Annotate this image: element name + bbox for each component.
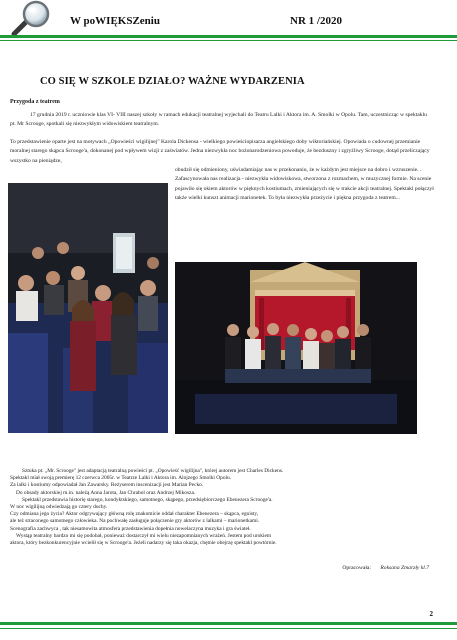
signature-name: Roksana Zmarzły kl.7	[380, 565, 429, 571]
intro-text: 17 grudnia 2019 r. uczniowie klas VI- VIII naszej szkoły w ramach edukacji teatralnej wyjechali do Teatru Lalki i Aktora im. A. Smolki w Opolu. Tam, uczestnicząc w spektaklu pt. Mr Scrooge, spotkali się niezwykłym widowiskiem teatralnym.	[10, 112, 427, 128]
caption-line: Wystąp teatralny bardzo mi się podobał, ponieważ dostarczył mi wielu niezapomnianych wrażeń. Jestem pod urokiem	[16, 532, 272, 539]
article-headline: CO SIĘ W SZKOLE DZIAŁO? WAŻNE WYDARZENIA	[40, 76, 305, 87]
signature	[342, 565, 429, 571]
footer-rule	[0, 622, 457, 625]
intro-paragraph	[10, 111, 430, 130]
magnifier-icon	[6, 0, 64, 38]
caption-line: W noc wigilijną odwiedzają go cztery duchy.	[10, 504, 108, 511]
side-text: obudził się odmieniony, uświadamiając nas w przekonaniu, że w każdym jest miejsce na dobro i wzruszenie. . Zafascynowała nas realizacja - niezwykła widowiskowa, stworzona z rozmachem, w muzycznej formie. Na scenie pojawiło się okiem aktorów w pięknych kostiumach, zmieniających się w trakcie akcji teatralnej. Spektakl połączył także wielki kunszt animacji marionetek. To była niezwykła przeżycie i piękna przygoda z teatrem...	[175, 167, 434, 202]
signature-label: Opracowała:	[342, 565, 371, 571]
body-paragraph	[10, 138, 435, 166]
header-rule-thin	[0, 40, 457, 41]
caption-line: Sztuka pt. „Mr. Scrooge" jest adaptacją teatralną powieści pt. „Opowieść wigilijna", której autorem jest Charles Dickens.	[22, 468, 284, 474]
body-text: To przedstawienie oparte jest na motywach „Opowieści wigilijnej" Karola Dickensa - wielkiego powieściopisarza angielskiego doby wiktoriańskiej. Opowiada o cudownej przemianie moralnej starego skąpca Scrooge'a, dokonanej pod wpływem wizji z zaświatów. Jedna niezwykła noc bożonarodzeniowa powoduje, że bezduszny i zgryźliwy Scrooge, dotąd przeliczający wszystko na pieniądze,	[10, 139, 430, 164]
issue-number: NR 1 /2020	[290, 15, 342, 27]
caption-line: Spektakl przedstawia historię starego, kondyktskiego, samotnego, skąpego, przedsiębiorczego Ebenezera Scrooge'a.	[22, 496, 273, 503]
article-subhead: Przygoda z teatrem	[10, 99, 60, 105]
caption-line: Spektakl miał swoją premierę 12 czerwca 2005r. w Teatrze Lalki i Aktora im. Alojzego Smolki Opolu.	[10, 475, 232, 482]
caption-line: Czy odmiana jego życia? Aktor odgrywający główną rolę znakomicie oddał charakter Ebenezera – skąpca, egoisty,	[10, 511, 259, 518]
audience-photo	[8, 183, 168, 433]
caption-line: aktora, który bezkonkurencyjnie wcielił się w Scrooge'a. Jeżeli nadarzy się taka okazja, chętnie obejrzę spektakl powtórnie.	[10, 540, 277, 547]
caption-line: ale też straconego samotnego człowieka. Na pochwałę zasługuje połączenie gry aktorów z lalkami – marionetkami.	[10, 518, 260, 525]
magazine-title: W poWIĘKSZeniu	[70, 15, 160, 27]
page-number: 2	[429, 610, 433, 618]
caption-line: Scenografia zachwyca , tak niesamowita atmosfera przedstawienia dopełnia nowelaczyna muzyka i gra świateł.	[10, 525, 251, 532]
stage-group-photo	[175, 262, 417, 434]
header-rule	[0, 35, 457, 38]
caption-line: Za lalki i kostiumy odpowiadał Jan Zawarsky. Reżyserem inscenizacji jest Marian Pecko.	[10, 482, 204, 489]
footer-rule-thin	[0, 628, 457, 629]
caption-block	[10, 468, 450, 547]
caption-line: Do obsady aktorskiej m.in. należą Anna Jarota, Jan Chrabol oraz Andrzej Mikosza.	[16, 489, 196, 496]
side-paragraph	[175, 166, 435, 204]
